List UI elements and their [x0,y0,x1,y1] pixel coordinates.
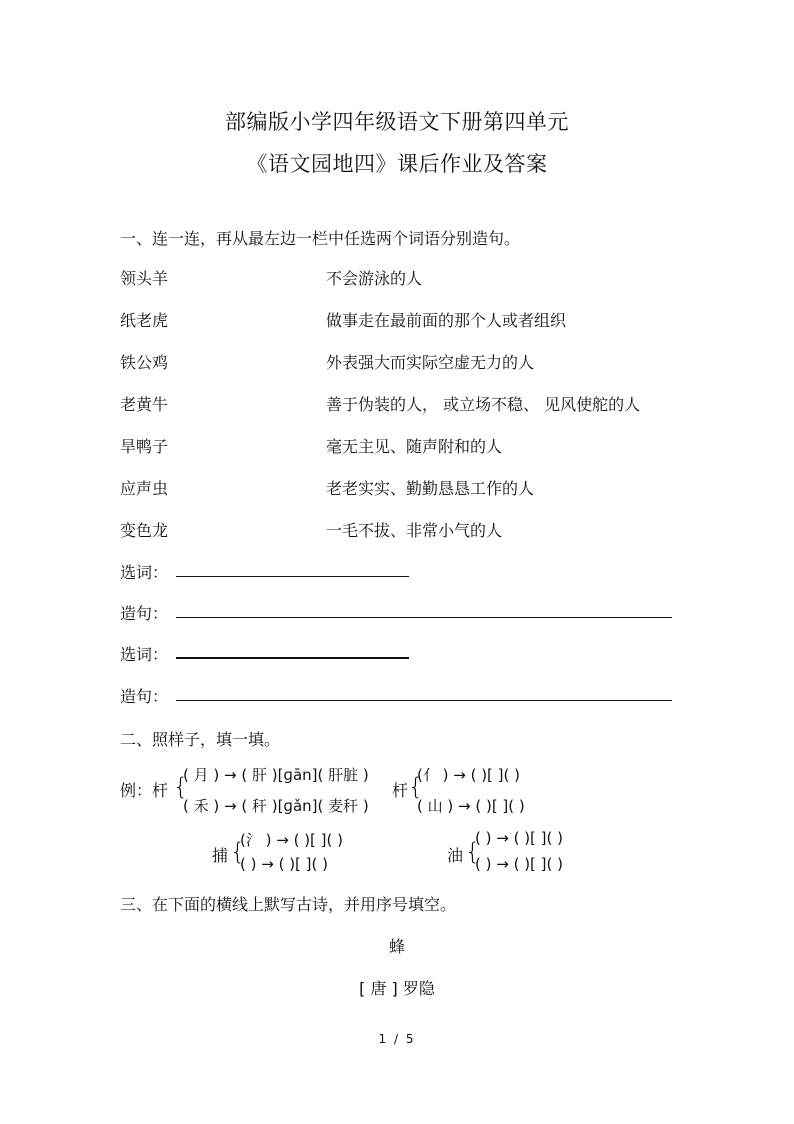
right-meaning: 善于伪装的人， 或立场不稳、 见风使舵的人 [326,395,641,414]
right-meaning: 老老实实、勤勤恳恳工作的人 [326,479,535,498]
choose-word-label: 选词： [120,563,169,582]
right-meaning: 做事走在最前面的那个人或者组织 [326,311,567,330]
fill-row[interactable]: ( ) → ( )[ ]( ) [240,855,328,873]
question-char: 油 [447,846,464,865]
left-word: 纸老虎 [120,311,169,330]
right-meaning: 外表强大而实际空虚无力的人 [326,353,535,372]
example-prefix: 例：杆 [120,781,169,800]
brace-icon: { [408,773,424,801]
fill-row[interactable]: (亻 ) → ( )[ ]( ) [417,766,520,784]
sentence-line[interactable] [176,700,672,701]
right-meaning: 不会游泳的人 [326,269,423,288]
fill-row[interactable]: (氵 ) → ( )[ ]( ) [240,831,343,849]
left-word: 铁公鸡 [120,353,169,372]
page-title-line1: 部编版小学四年级语文下册第四单元 [225,110,569,134]
poem-title: 蜂 [388,937,405,956]
brace-icon: { [173,773,189,801]
sentence-line[interactable] [176,617,672,618]
right-meaning: 一毛不拔、非常小气的人 [326,521,503,540]
choose-word-line[interactable] [176,657,409,659]
question-char: 捕 [212,846,229,865]
left-word: 旱鸭子 [120,437,169,456]
right-meaning: 毫无主见、随声附和的人 [326,437,503,456]
section1-heading: 一、连一连，再从最左边一栏中任选两个词语分别造句。 [120,229,521,248]
left-word: 应声虫 [120,479,169,498]
poem-author: [ 唐 ] 罗隐 [359,979,435,998]
fill-row[interactable]: ( ) → ( )[ ]( ) [475,829,563,847]
example-row: ( 月 ) → ( 肝 )[ɡān]( 肝脏 ) [183,766,369,784]
section2-heading: 二、照样子，填一填。 [120,730,281,749]
choose-word-label: 选词： [120,645,169,664]
example-row: ( 禾 ) → ( 秆 )[ɡǎn]( 麦秆 ) [183,797,369,815]
left-word: 老黄牛 [120,395,169,414]
question-char: 杆 [392,781,409,800]
fill-row[interactable]: ( ) → ( )[ ]( ) [475,855,563,873]
fill-row[interactable]: ( 山 ) → ( )[ ]( ) [417,797,525,815]
choose-word-line[interactable] [176,576,409,577]
section3-heading: 三、在下面的横线上默写古诗，并用序号填空。 [120,895,457,914]
left-word: 变色龙 [120,521,169,540]
brace-icon: { [465,838,481,866]
page-number: 1 / 5 [378,1032,416,1046]
left-word: 领头羊 [120,269,169,288]
sentence-label: 造句： [120,604,169,623]
page-title-line2: 《语文园地四》课后作业及答案 [246,152,548,176]
brace-icon: { [230,838,246,866]
sentence-label: 造句： [120,687,169,706]
